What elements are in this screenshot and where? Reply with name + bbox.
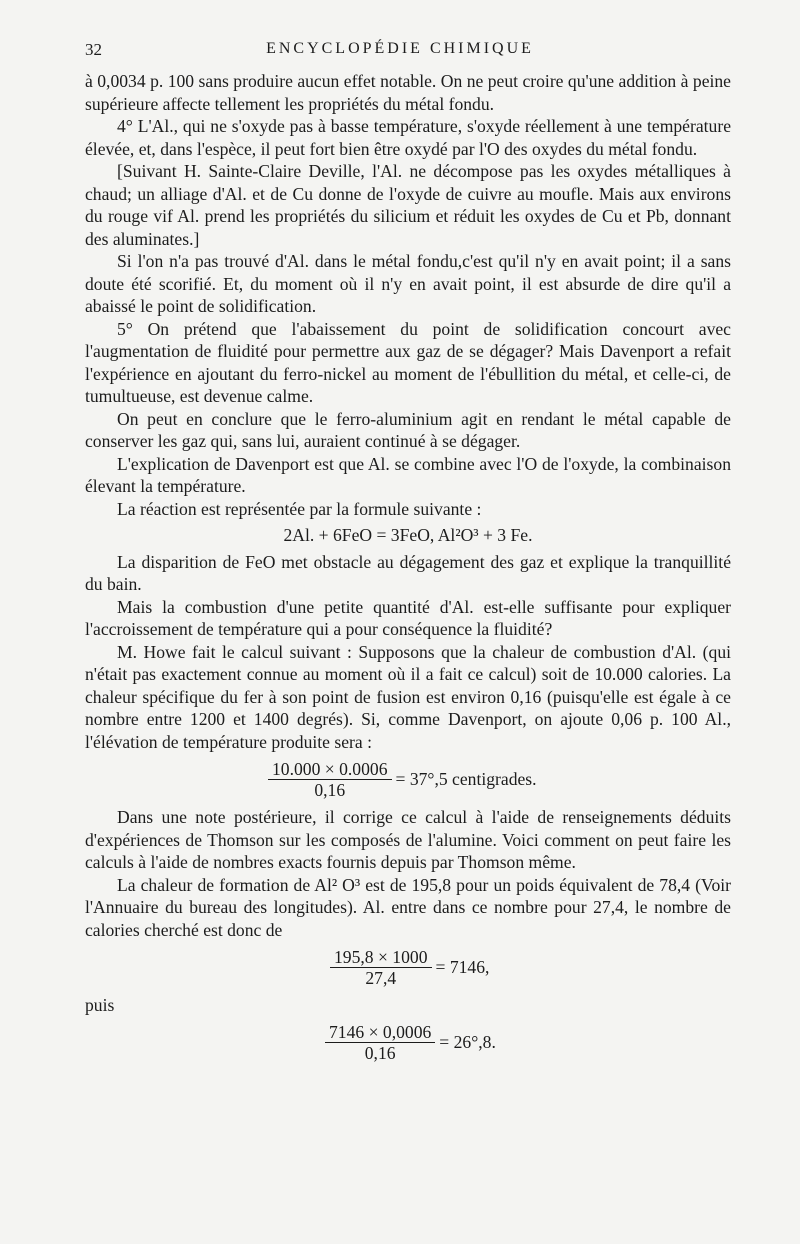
fraction-denominator: 0,16 [364,1043,396,1063]
paragraph: La disparition de FeO met obstacle au dégagement des gaz et explique la tranquillité du bain. [85,551,731,594]
body-text [85,70,731,1069]
fraction-final [85,1022,731,1063]
page-number: 32 [85,40,102,59]
paragraph: La chaleur de formation de Al² O³ est de 195,8 pour un poids équivalent de 78,4 (Voir l'Annuaire du bureau des longitudes). Al. entre dans ce nombre pour 27,4, le nombre de calories cherché est donc de [85,874,731,940]
fraction-numerator: 195,8 × 1000 [330,947,432,968]
fraction-result: = 26°,8. [439,1032,496,1053]
fraction-denominator: 27,4 [365,968,397,988]
paragraph: 5° On prétend que l'abaissement du point de solidification concourt avec l'augmentation de fluidité pour permettre aux gaz de se dégager? Mais Davenport a refait l'expérience en ajoutant du ferro-nickel au moment de l'ébullition du métal, et celle-ci, de tumultueuse, est devenue calme. [85,318,731,406]
running-title: ENCYCLOPÉDIE CHIMIQUE [266,40,534,57]
paragraph: Mais la combustion d'une petite quantité d'Al. est-elle suffisante pour expliquer l'accroissement de température qui a pour conséquence la fluidité? [85,596,731,639]
paragraph: à 0,0034 p. 100 sans produire aucun effet notable. On ne peut croire qu'une addition à peine supérieure affecte tellement les propriétés du métal fondu. [85,71,731,114]
puis-label: puis [85,995,115,1015]
paragraph: On peut en conclure que le ferro-aluminium agit en rendant le métal capable de conserver les gaz qui, sans lui, auraient continué à se dégager. [85,408,731,451]
reaction-equation: 2Al. + 6FeO = 3FeO, Al²O³ + 3 Fe. [283,525,533,545]
paragraph: M. Howe fait le calcul suivant : Supposons que la chaleur de combustion d'Al. (qui n'était pas exactement connue au moment où il a fait ce calcul) soit de 10.000 calories. La chaleur spécifique du fer à son point de fusion est environ 0,16 (puisqu'elle est égale à ce nombre entre 1200 et 1400 degrés). Si, comme Davenport, on ajoute 0,06 p. 100 Al., l'élévation de température produite sera : [85,641,731,752]
fraction-temperature [85,759,731,800]
paragraph: 4° L'Al., qui ne s'oxyde pas à basse température, s'oxyde réellement à une température élevée, et, dans l'espèce, il peut fort bien être oxydé par l'O des oxydes du métal fondu. [85,116,731,159]
page-header [85,40,715,64]
paragraph: [Suivant H. Sainte-Claire Deville, l'Al. ne décompose pas les oxydes métalliques à chaud; un alliage d'Al. et de Cu donne de l'oxyde de cuivre au moufle. Mais aux environs du rouge vif Al. prend les propriétés du silicium et réduit les oxydes de Cu et Pb, donnant des aluminates.] [85,161,731,249]
fraction-denominator: 0,16 [314,780,346,800]
fraction-numerator: 10.000 × 0.0006 [268,759,392,780]
fraction-calories [85,947,731,988]
fraction-result: = 7146, [435,957,490,978]
fraction-numerator: 7146 × 0,0006 [325,1022,435,1043]
fraction-result: = 37°,5 centigrades. [395,769,537,790]
paragraph: La réaction est représentée par la formule suivante : [117,498,482,519]
paragraph: Si l'on n'a pas trouvé d'Al. dans le métal fondu,c'est qu'il n'y en avait point; il a sans doute été scorifié. Et, du moment où il n'y en avait point, il est absurde de dire qu'il a abaissé le point de solidification. [85,251,731,316]
paragraph: Dans une note postérieure, il corrige ce calcul à l'aide de renseignements déduits d'expériences de Thomson sur les composés de l'alumine. Voici comment on peut faire les calculs à l'aide de nombres exacts fournis depuis par Thomson même. [85,807,731,872]
paragraph: L'explication de Davenport est que Al. se combine avec l'O de l'oxyde, la combinaison élevant la température. [85,453,731,496]
